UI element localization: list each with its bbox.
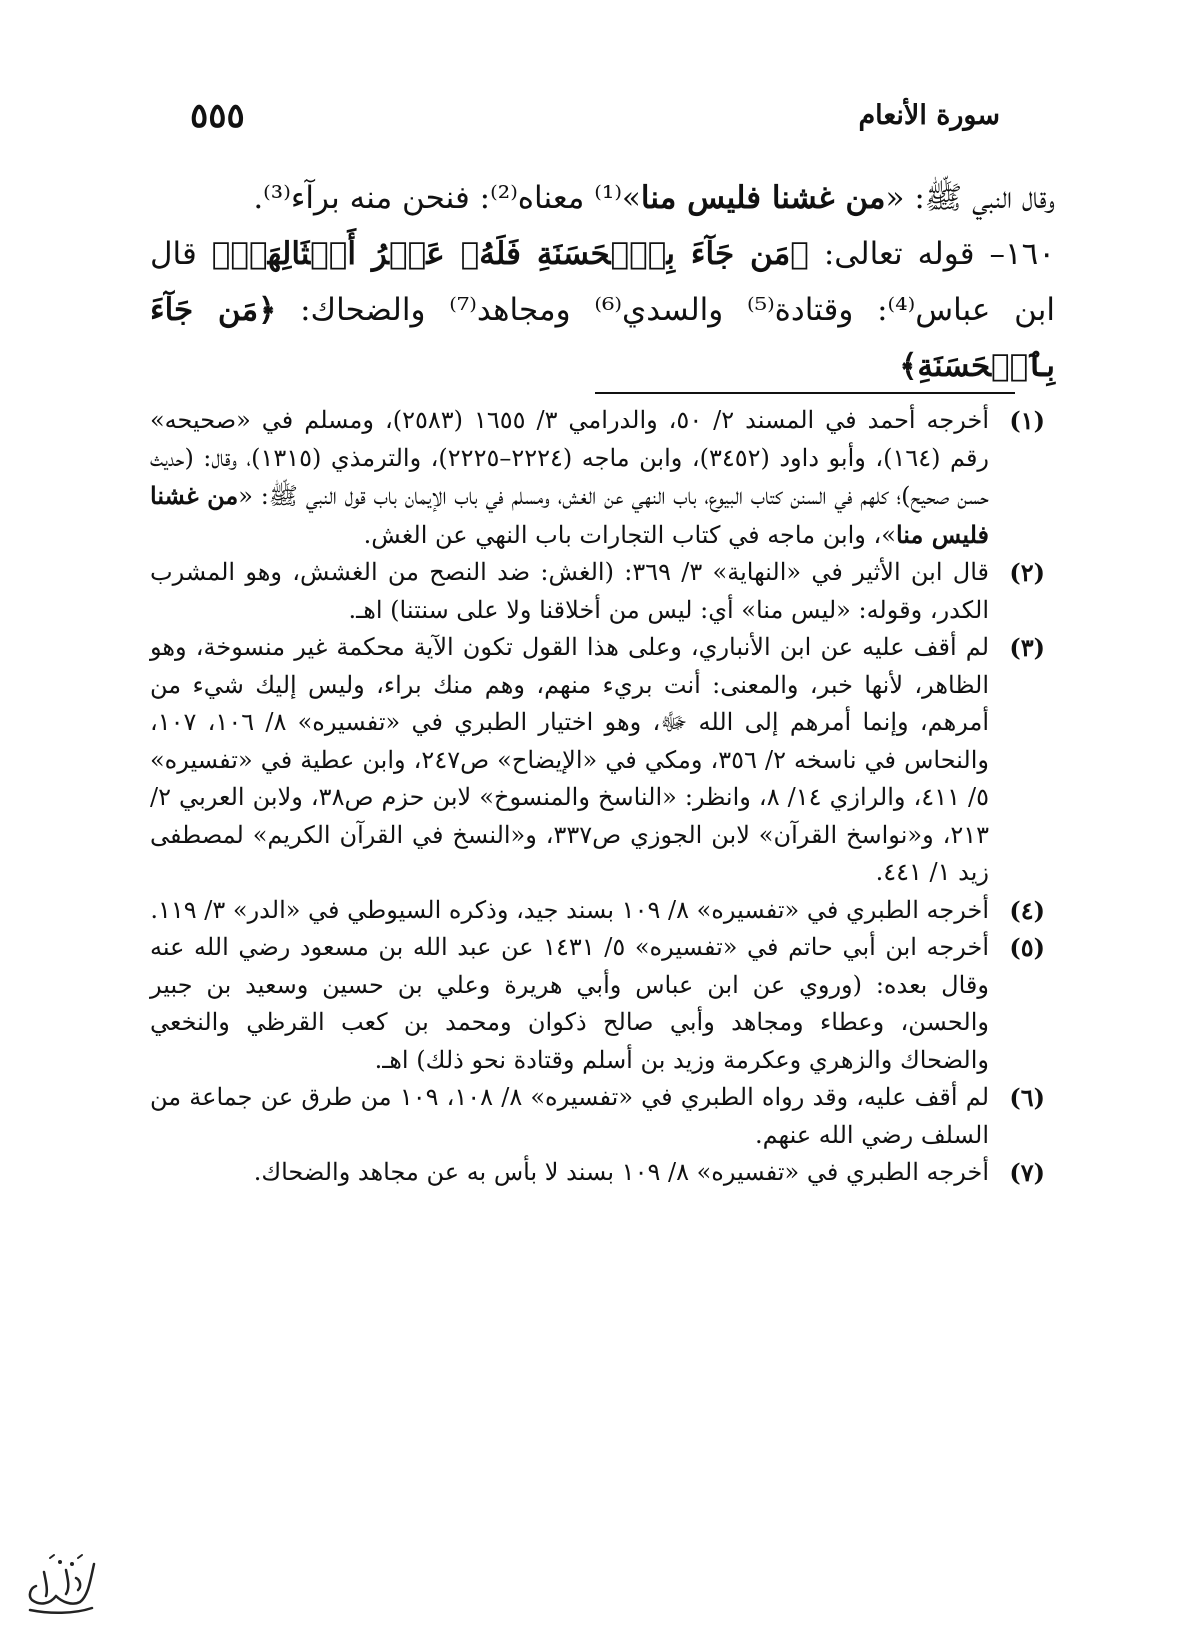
footnote [150,629,1045,892]
footnote [150,892,1045,930]
page-header [190,96,1000,150]
surah-title: سورة الأنعام [858,100,1000,131]
footnote-text: »، وابن ماجه في كتاب التجارات باب النهي عن الغش. [363,520,896,549]
footnote-number: (٤) [1009,895,1045,925]
footnote-number: (٦) [1009,1083,1045,1112]
footnote-text: أخرجه الطبري في «تفسيره» ٨/ ١٠٩ بسند لا بأس به عن مجاهد والضحاك. [253,1158,989,1186]
footnote [150,929,1045,1079]
main-text-segment: قال ابن عباس⁽⁴⁾: وقتادة⁽⁵⁾ والسدي⁽⁶⁾ ومجاهد⁽⁷⁾ والضحاك: [150,236,1055,328]
footnote-text: لم أقف عليه، وقد رواه الطبري في «تفسيره» ٨/ ١٠٨، ١٠٩ من طرق عن جماعة من السلف رضي الله عنهم. [150,1083,990,1149]
footnote-number: (١) [1009,406,1045,435]
footnote [150,402,1045,554]
footnote-number: (٣) [1009,633,1045,662]
footnote-text: أخرجه الطبري في «تفسيره» ٨/ ١٠٩ بسند جيد، وذكره السيوطي في «الدر» ٣/ ١١٩. [150,895,989,924]
footnote-text: لم أقف عليه عن ابن الأنباري، وعلى هذا القول تكون الآية محكمة غير منسوخة، وهو الظاهر، لأنها خبر، والمعنى: أنت بريء منهم، وهم منك براء، وليس إليك شيء من أمرهم، وإنما أمرهم إلى الله ﷻ، وهو اختيار الطبري في «تفسيره» ٨/ ١٠٦، ١٠٧، والنحاس في ناسخه ٢/ ٣٥٦، ومكي في «الإيضاح» ص٢٤٧، وابن عطية في «تفسيره» ٥/ ٤١١، والرازي ١٤/ ٨، وانظر: «الناسخ والمنسوخ» لابن حزم ص٣٨، ولابن العربي ٢/ ٢١٣، و«نواسخ القرآن» لابن الجوزي ص٣٣٧، و«النسخ في القرآن الكريم» لمصطفى زيد ١/ ٤٤١. [150,633,990,886]
footnote-separator [595,392,1015,394]
hadith-text: من غشنا فليس منا [640,180,886,216]
quran-verse: ﴿مَن جَآءَ بِٱلۡحَسَنَةِ﴾ [150,292,1055,384]
footnote-text: قال ابن الأثير في «النهاية» ٣/ ٣٦٩: (الغش: ضد النصح من الغشش، وهو المشرب الكدر، وقوله: «ليس منا» أي: ليس من أخلاقنا ولا على سنتنا) اهـ. [150,558,990,624]
quran-verse: ﴿مَن جَآءَ بِٱلۡحَسَنَةِ فَلَهُۥ عَشۡرُ أَمۡثَالِهَاۖ﴾ [211,236,809,272]
main-paragraph-1 [150,170,1055,226]
footnote [150,1154,1045,1192]
page-number: ٥٥٥ [190,96,245,136]
footnote-text: أخرجه أحمد في المسند ٢/ ٥٠، والدرامي ٣/ ١٦٥٥ (٢٥٨٣)، ومسلم في «صحيحه» رقم (١٦٤)، وأبو داود (٣٤٥٢)، وابن ماجه (٢٢٢٤–٢٢٢٥)، والترمذي (١٣١٥)، وقال: (حديث حسن صحيح)؛ كلهم في السنن كتاب البيوع، باب النهي عن الغش، ومسلم في باب الإيمان باب قول النبي ﷺ: « [150,406,990,510]
footnote-text: أخرجه ابن أبي حاتم في «تفسيره» ٥/ ١٤٣١ عن عبد الله بن مسعود رضي الله عنه وقال بعده: (وروي عن ابن عباس وأبي هريرة وعلي بن حسين وسعيد بن جبير والحسن، وعطاء ومجاهد وأبي صالح ذكوان ومحمد بن كعب القرظي والنخعي والضحاك والزهري وعكرمة وزيد بن أسلم وقتادة نحو ذلك) اهـ. [150,933,989,1074]
footnote-number: (٢) [1009,558,1045,587]
footnote-bold-text: من غشنا فليس منا [150,481,989,549]
footnote [150,554,1045,629]
main-text [150,170,1055,394]
almustafa-library-logo-icon [20,1552,100,1617]
footnote-number: (٥) [1009,933,1045,962]
verse-intro: ١٦٠– قوله تعالى: [808,236,1055,272]
main-text-segment: وقال النبي ﷺ: « [885,180,1055,216]
footnote [150,1079,1045,1154]
footnotes [150,402,1045,1192]
main-text-segment: »⁽¹⁾ معناه⁽²⁾: فنحن منه برآء⁽³⁾. [253,180,641,216]
main-paragraph-2 [150,226,1055,394]
footnote-number: (٧) [1009,1158,1045,1187]
